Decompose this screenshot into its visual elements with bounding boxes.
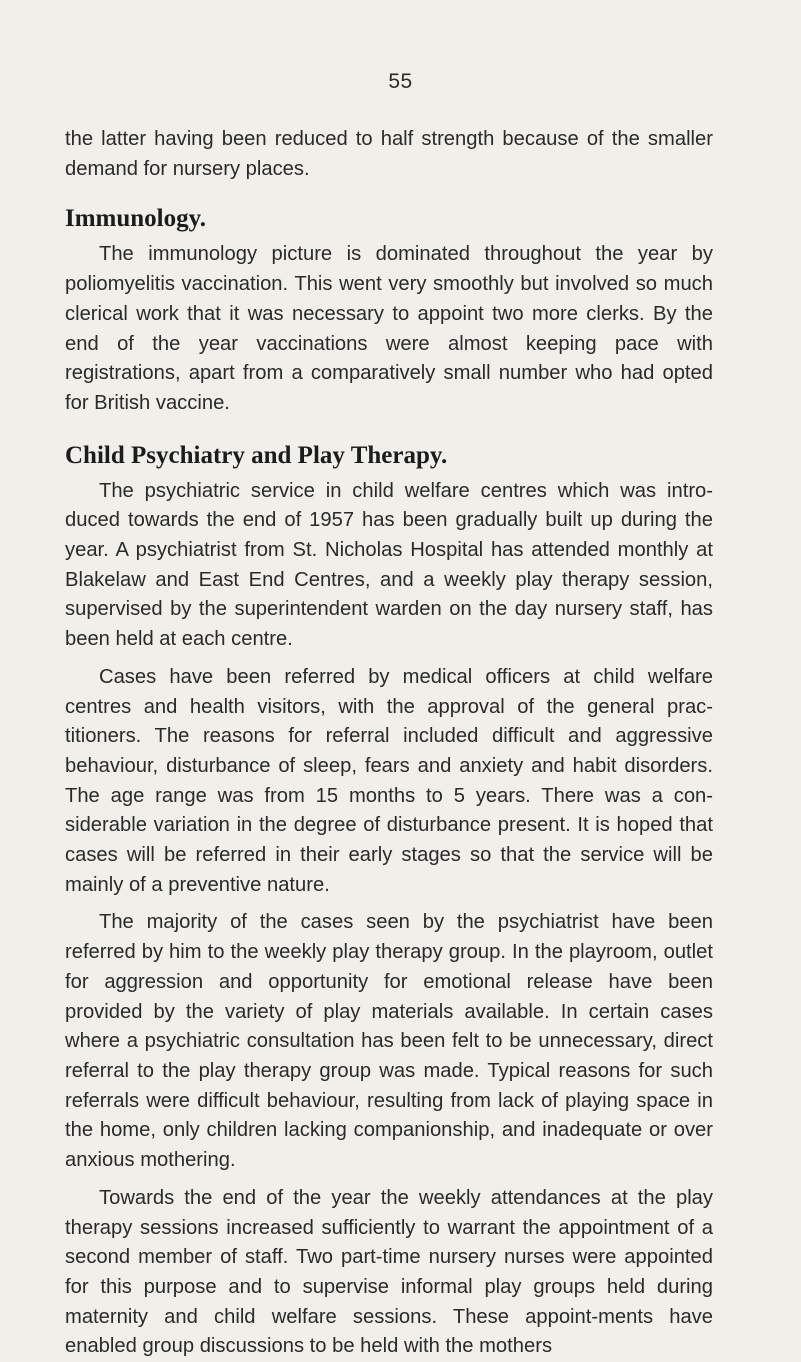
page-content (65, 125, 713, 1362)
section-heading-child-psychiatry: Child Psychiatry and Play Therapy. (65, 441, 448, 469)
body-paragraph: Cases have been referred by medical officers at child welfare centres and health visitors, with the approval of the general prac-titioners. The reasons for referral included difficult and aggressive behaviour, disturbance of sleep, fears and anxiety and habit disorders. The age range was from 15 months to 5 years. There was a con-siderable variation in the degree of disturbance present. It is hoped that cases will be referred in their early stages so that the service will be mainly of a preventive nature. (65, 665, 713, 896)
body-paragraph: The psychiatric service in child welfare centres which was intro-duced towards the end of 1957 has been gradually built up during the year. A psychiatrist from St. Nicholas Hospital has attended monthly at Blakelaw and East End Centres, and a weekly play therapy session, supervised by the superintendent warden on the day nursery staff, has been held at each centre. (65, 479, 713, 651)
body-paragraph: Towards the end of the year the weekly attendances at the play therapy sessions increased sufficiently to warrant the appointment of a second member of staff. Two part-time nursery nurses were appointed for this purpose and to supervise informal play groups held during maternity and child welfare sessions. These appoint-ments have enabled group discussions to be held with the mothers (65, 1186, 713, 1358)
intro-paragraph: the latter having been reduced to half strength because of the smaller demand for nursery places. (65, 128, 713, 180)
body-paragraph: The majority of the cases seen by the psychiatrist have been referred by him to the weekly play therapy group. In the playroom, outlet for aggression and opportunity for emotional release have been provided by the variety of play materials available. In certain cases where a psychiatric consultation has been felt to be unnecessary, direct referral to the play therapy group was made. Typical reasons for such referrals were difficult behaviour, resulting from lack of playing space in the home, only children lacking companionship, and inadequate or over anxious mothering. (65, 911, 713, 1172)
section-immunology (65, 204, 713, 418)
section-heading-immunology: Immunology. (65, 205, 207, 233)
page-number: 55 (388, 70, 413, 93)
section-child-psychiatry (65, 441, 713, 1362)
body-paragraph: The immunology picture is dominated throughout the year by poliomyelitis vaccination. This went very smoothly but involved so much clerical work that it was necessary to appoint two more clerks. By the end of the year vaccinations were almost keeping pace with registrations, apart from a comparatively small number who had opted for British vaccine. (65, 243, 713, 414)
